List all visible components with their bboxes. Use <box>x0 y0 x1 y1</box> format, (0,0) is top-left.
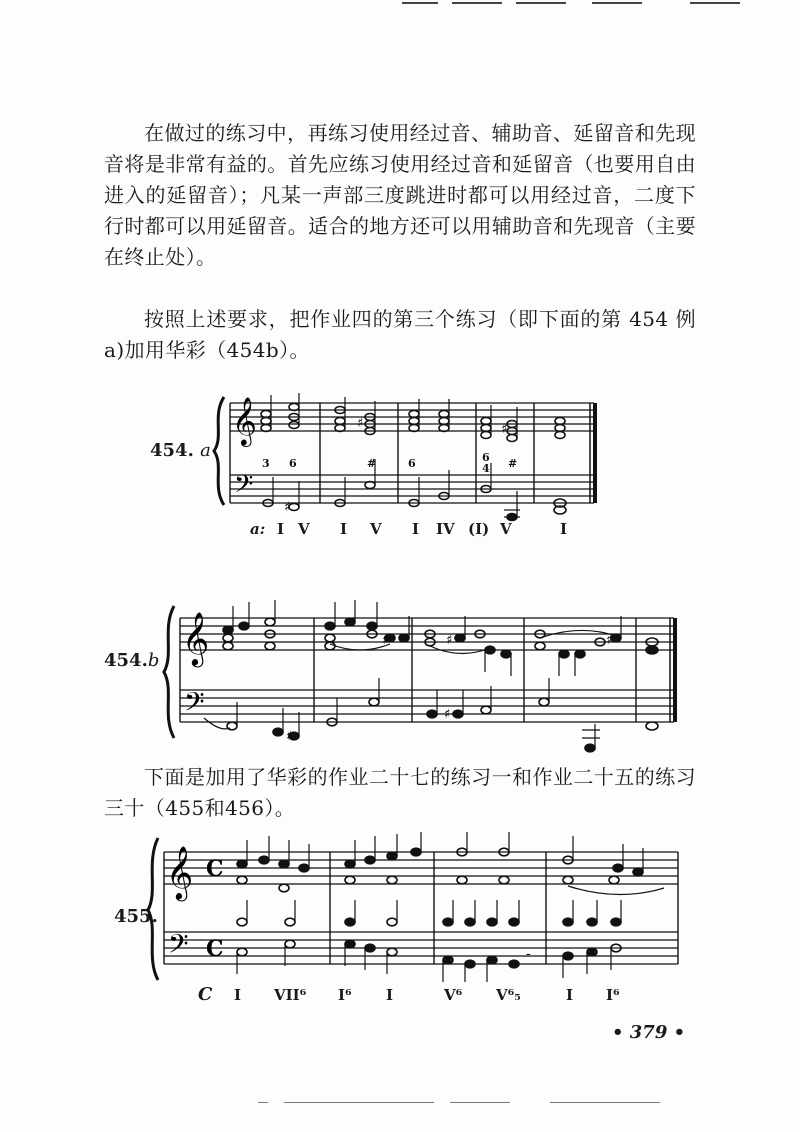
example-letter: b <box>147 650 160 671</box>
roman-numeral: I <box>340 520 348 538</box>
page-number: • 379 • <box>612 1022 686 1043</box>
figure: # <box>508 457 518 470</box>
bass-clef: 𝄢 <box>184 686 205 724</box>
figure: 4 <box>482 462 490 475</box>
sharp-sign: ♯ <box>357 416 364 431</box>
treble-notes <box>237 848 643 892</box>
scan-line-bottom <box>450 1102 510 1103</box>
figure: 6 <box>482 451 490 464</box>
roman-numeral: IV <box>436 520 455 538</box>
roman-numeral: V <box>298 520 310 538</box>
roman-numeral: VII⁶ <box>274 986 307 1004</box>
example-letter: a <box>200 440 211 461</box>
sharp-sign: ♯ <box>446 633 453 648</box>
scan-line-top <box>592 2 642 4</box>
roman-numeral: V <box>370 520 382 538</box>
tie <box>204 718 230 729</box>
sharp-sign: ♯ <box>284 500 291 515</box>
treble-clef: 𝄞 <box>166 845 194 899</box>
key-label: a: <box>250 520 266 538</box>
rest: - <box>526 946 531 962</box>
sharp-sign: ♯ <box>606 633 613 648</box>
treble-clef: 𝄞 <box>182 611 210 665</box>
score-454a <box>210 385 600 545</box>
scan-line-bottom <box>550 1102 660 1103</box>
scan-line-bottom <box>284 1102 434 1103</box>
roman-numeral: V⁶ <box>444 986 463 1004</box>
barlines <box>164 852 678 964</box>
roman-numeral: I <box>566 986 574 1004</box>
example-455-label: 455. <box>114 906 158 927</box>
sharp-sign: ♯ <box>444 707 451 722</box>
scan-line-top <box>690 2 740 4</box>
bass-staff <box>180 690 674 722</box>
figure: 3 <box>262 457 270 470</box>
treble-notes <box>223 618 658 658</box>
treble-stems <box>233 600 621 676</box>
roman-numeral: I <box>412 520 420 538</box>
figure: 6 <box>408 457 416 470</box>
time-signature: C <box>206 856 224 882</box>
paragraph-1: 在做过的练习中，再练习使用经过音、辅助音、延留音和先现音将是非常有益的。首先应练习使用经过音和延留音（也要用自由进入的延留音）；凡某一声部三度跳进时都可以用经过音，二度下行时都可以用延留音。适合的地方还可以用辅助音和先现音（主要在终止处）。 <box>104 121 696 269</box>
brace <box>214 397 224 505</box>
bass-notes <box>263 482 566 521</box>
figure: 6 <box>289 457 297 470</box>
roman-numeral: (I) <box>468 520 490 538</box>
roman-numeral: I <box>277 520 285 538</box>
paragraph-2: 按照上述要求，把作业四的第三个练习（即下面的第 454 例 a)加用华彩（454b）。 <box>104 307 696 362</box>
scan-line-top <box>516 2 566 4</box>
score-454b <box>160 598 680 758</box>
roman-numeral: V⁶₅ <box>496 986 521 1004</box>
paragraph-3: 下面是加用了华彩的作业二十七的练习一和作业二十五的练习三十（455和456）。 <box>104 765 696 820</box>
example-number: 454. <box>150 440 194 461</box>
example-number: 454. <box>104 650 148 671</box>
figure: # <box>367 457 377 470</box>
roman-numeral: I⁶ <box>338 986 352 1004</box>
brace <box>148 838 158 980</box>
treble-clef: 𝄞 <box>232 396 257 445</box>
roman-numeral: I⁶ <box>606 986 620 1004</box>
bass-clef: 𝄢 <box>168 928 189 966</box>
roman-numeral: V <box>500 520 512 538</box>
tie <box>568 886 664 895</box>
scan-line-top <box>452 2 502 4</box>
brace <box>164 606 174 738</box>
scan-line-top <box>402 2 438 4</box>
score-455 <box>144 832 684 982</box>
example-454b-label <box>104 650 159 671</box>
sharp-sign: ♯ <box>382 633 389 648</box>
bass-clef: 𝄢 <box>234 470 254 505</box>
scan-line-bottom <box>258 1102 268 1103</box>
treble-notes <box>261 404 565 442</box>
key-label: C <box>198 984 213 1005</box>
bass-staff <box>230 475 594 503</box>
sharp-sign: ♯ <box>286 729 293 744</box>
roman-numeral: I <box>386 986 394 1004</box>
example-454a-label <box>150 440 211 461</box>
bass-stems <box>237 900 621 982</box>
roman-numeral: I <box>234 986 242 1004</box>
sharp-sign: ♯ <box>501 422 508 437</box>
roman-numeral: I <box>560 520 568 538</box>
time-signature: C <box>206 936 224 962</box>
